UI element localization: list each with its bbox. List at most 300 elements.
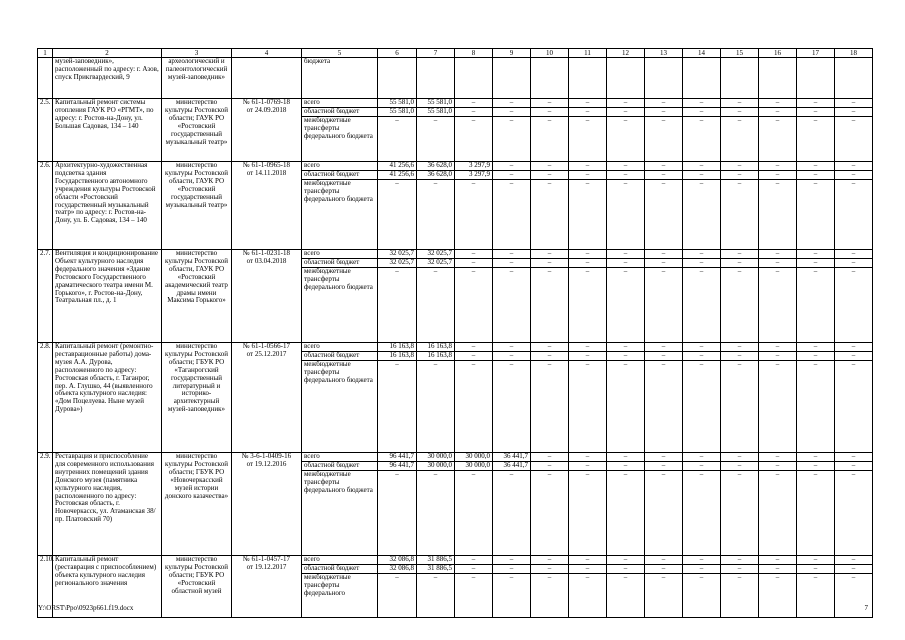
- value-cell: [378, 250, 417, 343]
- amount-value: –: [645, 453, 682, 462]
- amount-value: –: [737, 572, 742, 581]
- amount-value: –: [661, 178, 666, 187]
- value-cell: [417, 162, 455, 250]
- amount-value: 41 256,6: [378, 171, 416, 180]
- amount-value: –: [759, 162, 796, 171]
- amount-value: –: [835, 259, 872, 268]
- funding-source-label: всего: [302, 453, 377, 462]
- amount-value: –: [835, 556, 872, 565]
- amount-value: –: [569, 171, 606, 180]
- amount-value: –: [531, 565, 568, 574]
- amount-value: 16 163,8: [378, 352, 416, 361]
- amount-value: –: [683, 108, 720, 117]
- amount-value: –: [547, 178, 552, 187]
- cont-customer-cell: археологический и палеонтологический музей-заповедник»: [162, 58, 232, 99]
- value-cell: [759, 162, 797, 250]
- amount-value: 55 581,0: [417, 108, 454, 117]
- document-number: № 61-1-0566-17: [243, 342, 290, 350]
- customer-name: министерство культуры Ростовской области, ГАУК РО «Ростовский государственный музыкальный театр»: [162, 162, 232, 250]
- document-date: от 19.12.2016: [246, 459, 287, 468]
- amount-value: –: [661, 266, 666, 275]
- value-cell: [645, 343, 683, 453]
- amount-value: –: [835, 108, 872, 117]
- amount-value: –: [721, 99, 758, 108]
- funding-source-label: межбюджетные трансферты федерального: [304, 572, 351, 597]
- value-cell: [683, 453, 721, 556]
- customer-name: министерство культуры Ростовской области; ГБУК РО «Ростовский областной музей: [162, 556, 232, 618]
- funding-source-label: всего: [302, 343, 377, 352]
- amount-value: –: [607, 453, 644, 462]
- value-cell: [455, 162, 493, 250]
- row-number: 2.6.: [38, 162, 53, 250]
- value-cell: [645, 162, 683, 250]
- amount-value: –: [721, 352, 758, 361]
- value-cell: [493, 162, 531, 250]
- value-cell: [759, 343, 797, 453]
- value-cell: [721, 162, 759, 250]
- value-cell: [493, 343, 531, 453]
- column-number-3: 3: [162, 49, 232, 58]
- value-cell: [645, 250, 683, 343]
- funding-source-label: межбюджетные трансферты федерального бюджета: [304, 469, 373, 494]
- cont-empty-cell: [721, 58, 759, 99]
- value-cell: [378, 99, 417, 162]
- page-number: 7: [864, 604, 868, 612]
- amount-value: –: [851, 359, 856, 368]
- amount-value: –: [645, 99, 682, 108]
- amount-value: –: [699, 359, 704, 368]
- amount-value: 3 297,9: [455, 171, 492, 180]
- funding-source-label: областной бюджет: [302, 565, 377, 574]
- cont-empty-cell: [493, 58, 531, 99]
- amount-value: –: [797, 250, 834, 259]
- amount-value: –: [569, 453, 606, 462]
- amount-value: –: [493, 556, 530, 565]
- value-cell: [721, 453, 759, 556]
- amount-value: 36 441,7: [493, 453, 530, 462]
- amount-value: –: [547, 359, 552, 368]
- value-cell: [493, 99, 531, 162]
- funding-source-label: межбюджетные трансферты федерального бюджета: [304, 178, 373, 203]
- amount-value: –: [607, 343, 644, 352]
- amount-value: 16 163,8: [378, 343, 416, 352]
- amount-value: 32 025,7: [417, 259, 454, 268]
- amount-value: –: [585, 178, 590, 187]
- amount-value: –: [395, 469, 399, 478]
- amount-value: –: [737, 115, 742, 124]
- amount-value: –: [759, 343, 796, 352]
- document-date: от 03.04.2018: [246, 256, 287, 265]
- column-number-18: 18: [835, 49, 873, 58]
- amount-value: 30 000,0: [455, 453, 492, 462]
- amount-value: –: [607, 259, 644, 268]
- document-info: [232, 453, 302, 556]
- amount-value: –: [775, 178, 780, 187]
- amount-value: –: [623, 572, 628, 581]
- amount-value: –: [759, 453, 796, 462]
- value-cell: [721, 343, 759, 453]
- amount-value: 30 000,0: [417, 453, 454, 462]
- object-name: Реставрация и приспособление для современного использования внутренних помещений здания Донского музея (памятника культурного наследия, расположенного по адресу: Ростовская область, г. Новочеркасск, ул. Атаманская 38/ пр. Платовский 70): [53, 453, 162, 556]
- amount-value: –: [645, 556, 682, 565]
- amount-value: 32 025,7: [378, 259, 416, 268]
- value-cell: [493, 250, 531, 343]
- amount-value: –: [759, 462, 796, 471]
- amount-value: –: [471, 572, 476, 581]
- amount-value: –: [433, 266, 438, 275]
- column-number-row: [38, 49, 873, 58]
- amount-value: –: [455, 565, 492, 574]
- amount-value: –: [737, 266, 742, 275]
- amount-value: –: [585, 266, 590, 275]
- amount-value: –: [645, 343, 682, 352]
- amount-value: –: [455, 352, 492, 361]
- amount-value: –: [433, 359, 438, 368]
- document-date: от 25.12.2017: [246, 349, 287, 358]
- amount-value: –: [721, 453, 758, 462]
- document-number: № 61-1-0231-18: [243, 249, 290, 257]
- column-number-5: 5: [302, 49, 378, 58]
- amount-value: 31 886,5: [417, 556, 454, 565]
- amount-value: 55 581,0: [378, 108, 416, 117]
- cont-object-cell: музей-заповедник», расположенный по адресу: г. Азов, спуск Прикгвардеский, 9: [53, 58, 162, 99]
- amount-value: 96 441,7: [378, 453, 416, 462]
- row-number: 2.10.: [38, 556, 53, 618]
- document-date: от 19.12.2017: [246, 562, 287, 571]
- amount-value: –: [645, 462, 682, 471]
- amount-value: –: [493, 171, 530, 180]
- amount-value: –: [395, 178, 399, 187]
- amount-value: –: [813, 178, 818, 187]
- amount-value: –: [395, 359, 399, 368]
- amount-value: –: [797, 462, 834, 471]
- customer-name: министерство культуры Ростовской области; ГБУК РО «Новочеркасский музей истории донского казачества»: [162, 453, 232, 556]
- amount-value: –: [531, 462, 568, 471]
- amount-value: –: [569, 352, 606, 361]
- amount-value: –: [851, 178, 856, 187]
- cont-empty-cell: [645, 58, 683, 99]
- column-number-8: 8: [455, 49, 493, 58]
- amount-value: –: [797, 565, 834, 574]
- amount-value: –: [683, 343, 720, 352]
- amount-value: –: [623, 359, 628, 368]
- amount-value: –: [645, 259, 682, 268]
- amount-value: –: [623, 115, 628, 124]
- funding-source: [302, 99, 378, 162]
- amount-value: –: [775, 572, 780, 581]
- column-number-2: 2: [53, 49, 162, 58]
- value-cell: [378, 162, 417, 250]
- document-info: [232, 99, 302, 162]
- amount-value: –: [851, 469, 856, 478]
- amount-value: –: [835, 352, 872, 361]
- amount-value: –: [661, 469, 666, 478]
- amount-value: 16 163,8: [417, 343, 454, 352]
- value-cell: [531, 99, 569, 162]
- customer-name: министерство культуры Ростовской области; ГАУК РО «Ростовский государственный музыкальный театр»: [162, 99, 232, 162]
- amount-value: –: [797, 171, 834, 180]
- amount-value: –: [509, 266, 514, 275]
- value-cell: [378, 453, 417, 556]
- value-cell: [455, 250, 493, 343]
- amount-value: –: [471, 359, 476, 368]
- cont-empty-cell: [607, 58, 645, 99]
- amount-value: –: [813, 115, 818, 124]
- column-number-4: 4: [232, 49, 302, 58]
- object-name: Архитектурно-художественная подсветка здания Государственного автономного учреждения культуры Ростовской области «Ростовский государственный музыкальный театр» по адресу: г. Ростов-на-Дону, ул. Б. Садовая, 134 – 140: [53, 162, 162, 250]
- document-date: от 14.11.2018: [246, 168, 287, 177]
- document-number: № 61-1-0457-17: [243, 555, 290, 563]
- amount-value: –: [721, 171, 758, 180]
- amount-value: –: [569, 259, 606, 268]
- value-cell: [607, 250, 645, 343]
- amount-value: –: [683, 352, 720, 361]
- amount-value: –: [471, 178, 476, 187]
- amount-value: –: [661, 572, 666, 581]
- column-number-10: 10: [531, 49, 569, 58]
- amount-value: –: [607, 99, 644, 108]
- amount-value: –: [721, 108, 758, 117]
- value-cell: [531, 343, 569, 453]
- value-cell: [835, 250, 873, 343]
- amount-value: –: [585, 572, 590, 581]
- amount-value: –: [683, 99, 720, 108]
- document-info: [232, 162, 302, 250]
- amount-value: 30 000,0: [417, 462, 454, 471]
- column-number-14: 14: [683, 49, 721, 58]
- amount-value: –: [775, 469, 780, 478]
- budget-table: [37, 48, 873, 618]
- amount-value: –: [851, 115, 856, 124]
- amount-value: 36 628,0: [417, 171, 454, 180]
- amount-value: –: [683, 556, 720, 565]
- amount-value: –: [569, 343, 606, 352]
- file-path: Y:\ORST\Ppo\0923p661.f19.docx: [38, 604, 134, 612]
- table-row: [38, 99, 873, 162]
- amount-value: –: [433, 115, 438, 124]
- amount-value: –: [797, 108, 834, 117]
- amount-value: –: [797, 343, 834, 352]
- value-cell: [683, 162, 721, 250]
- value-cell: [683, 99, 721, 162]
- document-info: [232, 250, 302, 343]
- amount-value: –: [721, 462, 758, 471]
- amount-value: –: [645, 108, 682, 117]
- amount-value: –: [493, 343, 530, 352]
- amount-value: –: [699, 115, 704, 124]
- value-cell: [607, 162, 645, 250]
- amount-value: –: [683, 162, 720, 171]
- value-cell: [417, 343, 455, 453]
- amount-value: –: [455, 108, 492, 117]
- value-cell: [569, 453, 607, 556]
- amount-value: –: [455, 250, 492, 259]
- cont-empty-cell: [531, 58, 569, 99]
- amount-value: –: [569, 462, 606, 471]
- amount-value: –: [759, 259, 796, 268]
- amount-value: 55 581,0: [378, 99, 416, 108]
- amount-value: –: [607, 250, 644, 259]
- amount-value: –: [645, 171, 682, 180]
- amount-value: –: [759, 556, 796, 565]
- value-cell: [759, 250, 797, 343]
- value-cell: [569, 99, 607, 162]
- object-name: Капитальный ремонт системы отопления ГАУК РО «РГМТ», по адресу: г. Ростов-на-Дону, ул. Большая Садовая, 134 – 140: [53, 99, 162, 162]
- value-cell: [455, 99, 493, 162]
- amount-value: –: [455, 556, 492, 565]
- funding-source-label: межбюджетные трансферты федерального бюджета: [304, 115, 373, 140]
- amount-value: –: [493, 565, 530, 574]
- document-info: [232, 343, 302, 453]
- amount-value: –: [737, 178, 742, 187]
- amount-value: 41 256,6: [378, 162, 416, 171]
- amount-value: –: [737, 469, 742, 478]
- value-cell: [569, 162, 607, 250]
- amount-value: –: [569, 250, 606, 259]
- amount-value: –: [531, 99, 568, 108]
- funding-source-label: всего: [302, 556, 377, 565]
- amount-value: –: [531, 108, 568, 117]
- amount-value: –: [813, 359, 818, 368]
- row-number: 2.7.: [38, 250, 53, 343]
- amount-value: –: [547, 266, 552, 275]
- amount-value: –: [645, 162, 682, 171]
- value-cell: [721, 250, 759, 343]
- amount-value: –: [775, 266, 780, 275]
- amount-value: –: [835, 99, 872, 108]
- value-cell: [417, 99, 455, 162]
- object-name: Вентиляция и кондиционирование Объект культурного наследия федерального значения «Здание Ростовского Государственного драматического театра имени М. Горького», г. Ростов-на-Дону, Театральная пл., д. 1: [53, 250, 162, 343]
- amount-value: –: [797, 162, 834, 171]
- amount-value: –: [509, 572, 514, 581]
- amount-value: –: [547, 572, 552, 581]
- column-number-13: 13: [645, 49, 683, 58]
- cont-empty-cell: [455, 58, 493, 99]
- amount-value: –: [797, 556, 834, 565]
- value-cell: [569, 343, 607, 453]
- funding-source: [302, 453, 378, 556]
- cont-empty-cell: [759, 58, 797, 99]
- amount-value: –: [851, 572, 856, 581]
- amount-value: –: [493, 162, 530, 171]
- amount-value: –: [759, 352, 796, 361]
- amount-value: –: [721, 343, 758, 352]
- table-row: [38, 453, 873, 556]
- amount-value: –: [721, 565, 758, 574]
- amount-value: –: [395, 266, 399, 275]
- amount-value: 32 086,8: [378, 556, 416, 565]
- amount-value: –: [813, 266, 818, 275]
- amount-value: –: [455, 99, 492, 108]
- amount-value: –: [797, 352, 834, 361]
- value-cell: [607, 343, 645, 453]
- value-cell: [645, 99, 683, 162]
- amount-value: –: [585, 469, 590, 478]
- amount-value: –: [661, 115, 666, 124]
- amount-value: –: [585, 359, 590, 368]
- object-name: Капитальный ремонт (реставрация с приспособлением) объекта культурного наследия регионального значения: [53, 556, 162, 618]
- amount-value: –: [721, 259, 758, 268]
- amount-value: –: [531, 352, 568, 361]
- cont-empty-cell: [417, 58, 455, 99]
- amount-value: –: [835, 462, 872, 471]
- cont-empty-cell: [378, 58, 417, 99]
- value-cell: [797, 250, 835, 343]
- value-cell: [455, 453, 493, 556]
- budget-table-page: [37, 48, 868, 618]
- value-cell: [378, 343, 417, 453]
- amount-value: –: [759, 108, 796, 117]
- amount-value: –: [395, 115, 399, 124]
- amount-value: –: [683, 250, 720, 259]
- column-number-16: 16: [759, 49, 797, 58]
- amount-value: –: [683, 259, 720, 268]
- column-number-6: 6: [378, 49, 417, 58]
- amount-value: 36 441,7: [493, 462, 530, 471]
- funding-source-label: межбюджетные трансферты федерального бюджета: [304, 359, 373, 384]
- amount-value: –: [775, 115, 780, 124]
- amount-value: –: [547, 469, 552, 478]
- amount-value: –: [835, 453, 872, 462]
- funding-source-label: областной бюджет: [302, 259, 377, 268]
- amount-value: –: [493, 259, 530, 268]
- row-number: 2.9.: [38, 453, 53, 556]
- document-number: № 3-6-1-0409-16: [241, 452, 292, 460]
- amount-value: –: [569, 108, 606, 117]
- amount-value: –: [759, 250, 796, 259]
- amount-value: –: [607, 162, 644, 171]
- table-row: [38, 250, 873, 343]
- table-row: [38, 162, 873, 250]
- value-cell: [493, 453, 531, 556]
- amount-value: –: [721, 162, 758, 171]
- amount-value: –: [835, 250, 872, 259]
- amount-value: –: [851, 266, 856, 275]
- value-cell: [797, 453, 835, 556]
- amount-value: –: [645, 250, 682, 259]
- amount-value: –: [699, 266, 704, 275]
- column-number-17: 17: [797, 49, 835, 58]
- amount-value: –: [509, 178, 514, 187]
- amount-value: –: [433, 572, 438, 581]
- amount-value: –: [493, 352, 530, 361]
- amount-value: –: [813, 572, 818, 581]
- row-number: 2.8.: [38, 343, 53, 453]
- amount-value: –: [607, 108, 644, 117]
- amount-value: –: [813, 469, 818, 478]
- amount-value: –: [645, 565, 682, 574]
- document-number: № 61-1-0965-18: [243, 161, 290, 169]
- amount-value: –: [835, 343, 872, 352]
- amount-value: 30 000,0: [455, 462, 492, 471]
- funding-source: [302, 162, 378, 250]
- amount-value: –: [547, 115, 552, 124]
- value-cell: [607, 99, 645, 162]
- amount-value: –: [509, 469, 514, 478]
- amount-value: 55 581,0: [417, 99, 454, 108]
- column-number-1: 1: [38, 49, 53, 58]
- amount-value: –: [471, 115, 476, 124]
- value-cell: [683, 343, 721, 453]
- page-footer: [38, 604, 868, 614]
- amount-value: –: [509, 359, 514, 368]
- funding-source-label: всего: [302, 250, 377, 259]
- value-cell: [683, 250, 721, 343]
- amount-value: 16 163,8: [417, 352, 454, 361]
- amount-value: –: [433, 178, 438, 187]
- amount-value: –: [531, 343, 568, 352]
- amount-value: –: [607, 171, 644, 180]
